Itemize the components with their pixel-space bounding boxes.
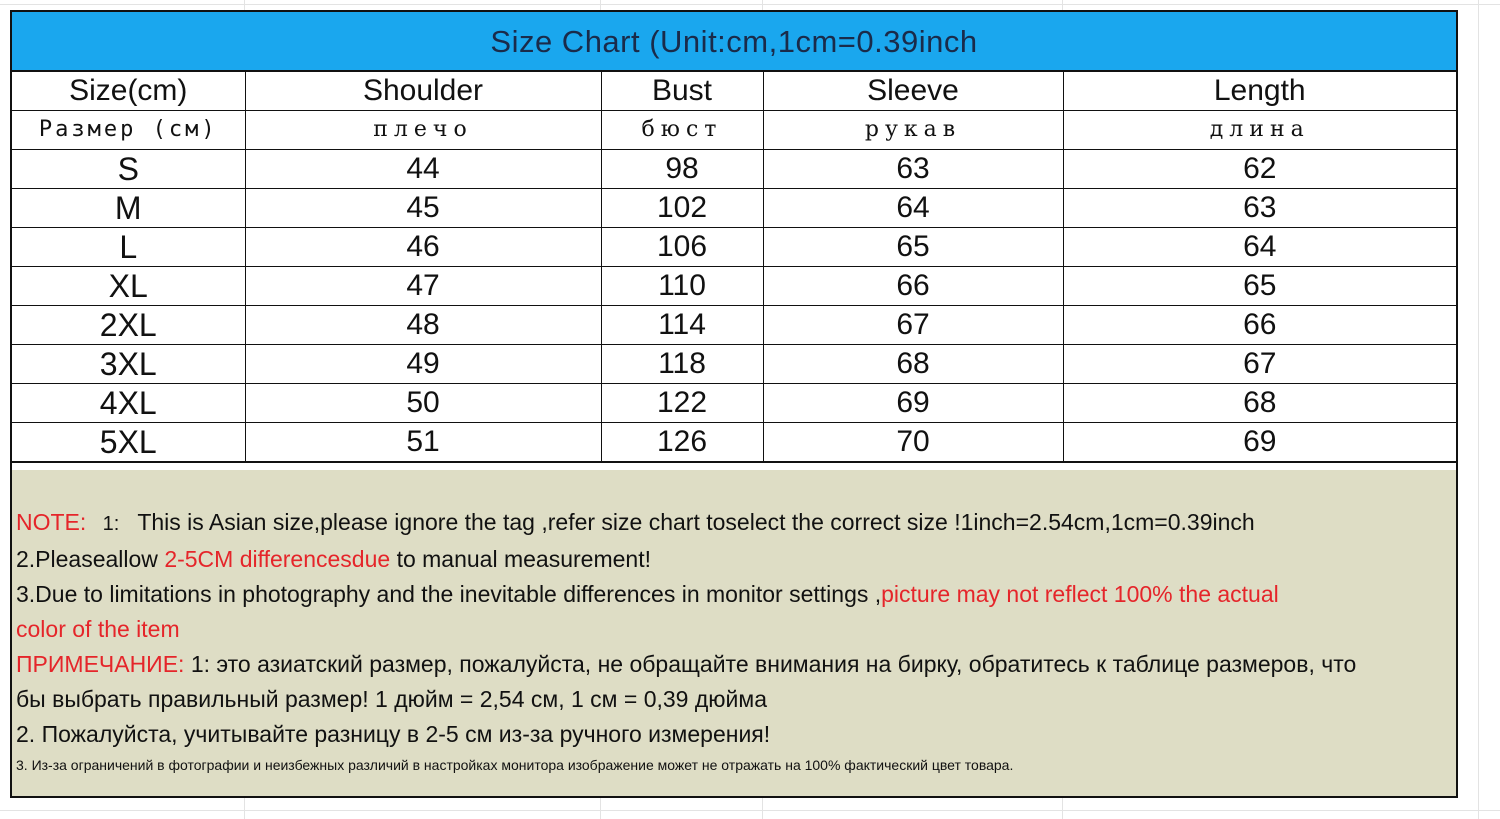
note-text: 3.Due to limitations in photography and the inevitable differences in monitor settings , [16, 581, 882, 607]
size-cell: 5XL [12, 423, 245, 463]
bust-cell: 98 [601, 150, 763, 189]
bust-cell: 114 [601, 306, 763, 345]
shoulder-cell: 48 [245, 306, 601, 345]
size-cell: XL [12, 267, 245, 306]
table-row [12, 267, 1456, 306]
table-row [12, 150, 1456, 189]
note-line-8 [16, 752, 1456, 778]
length-cell: 67 [1063, 345, 1456, 384]
chart-title: Size Chart (Unit:cm,1cm=0.39inch [12, 12, 1456, 72]
size-chart [10, 10, 1458, 798]
sleeve-cell: 64 [763, 189, 1063, 228]
note-label: NOTE: [16, 509, 87, 535]
length-cell: 66 [1063, 306, 1456, 345]
shoulder-cell: 51 [245, 423, 601, 463]
length-cell: 63 [1063, 189, 1456, 228]
shoulder-cell: 45 [245, 189, 601, 228]
table-row [12, 228, 1456, 267]
sleeve-cell: 67 [763, 306, 1063, 345]
table-row [12, 423, 1456, 463]
note-line-7 [16, 717, 1456, 752]
size-cell: 2XL [12, 306, 245, 345]
note-line-1 [16, 505, 1456, 542]
size-table [12, 72, 1456, 463]
size-cell: S [12, 150, 245, 189]
header-shoulder-ru: плечо [245, 111, 601, 150]
note-text: to manual measurement! [390, 546, 651, 572]
size-cell: M [12, 189, 245, 228]
shoulder-cell: 44 [245, 150, 601, 189]
note-line-2 [16, 542, 1456, 577]
note-highlight: picture may not reflect 100% the actual [881, 581, 1279, 607]
header-row-en [12, 72, 1456, 111]
table-row [12, 384, 1456, 423]
bust-cell: 110 [601, 267, 763, 306]
size-cell: 3XL [12, 345, 245, 384]
header-length: Length [1063, 72, 1456, 111]
bust-cell: 106 [601, 228, 763, 267]
header-sleeve: Sleeve [763, 72, 1063, 111]
sleeve-cell: 63 [763, 150, 1063, 189]
bust-cell: 126 [601, 423, 763, 463]
header-size-ru: Размер (см) [12, 111, 245, 150]
bust-cell: 118 [601, 345, 763, 384]
header-bust: Bust [601, 72, 763, 111]
note-number: 1: [102, 513, 120, 535]
note-label-ru: ПРИМЕЧАНИЕ: [16, 651, 185, 677]
shoulder-cell: 50 [245, 384, 601, 423]
note-text: 2.Pleaseallow [16, 546, 165, 572]
note-line-3 [16, 577, 1456, 612]
sleeve-cell: 68 [763, 345, 1063, 384]
bust-cell: 122 [601, 384, 763, 423]
note-highlight: color of the item [16, 616, 180, 642]
header-sleeve-ru: рукав [763, 111, 1063, 150]
note-text: 2. Пожалуйста, учитывайте разницу в 2-5 см из-за ручного измерения! [16, 721, 771, 747]
header-shoulder: Shoulder [245, 72, 601, 111]
shoulder-cell: 49 [245, 345, 601, 384]
sleeve-cell: 70 [763, 423, 1063, 463]
bust-cell: 102 [601, 189, 763, 228]
header-length-ru: длина [1063, 111, 1456, 150]
size-cell: 4XL [12, 384, 245, 423]
note-text: бы выбрать правильный размер! 1 дюйм = 2,54 см, 1 см = 0,39 дюйма [16, 686, 767, 712]
note-highlight: 2-5CM differencesdue [164, 546, 391, 572]
length-cell: 64 [1063, 228, 1456, 267]
length-cell: 65 [1063, 267, 1456, 306]
header-bust-ru: бюст [601, 111, 763, 150]
note-text: This is Asian size,please ignore the tag ,refer size chart toselect the correct size !1inch=2.54cm,1cm=0.39inch [137, 509, 1255, 535]
sleeve-cell: 66 [763, 267, 1063, 306]
table-row [12, 306, 1456, 345]
shoulder-cell: 46 [245, 228, 601, 267]
note-text: 1: это азиатский размер, пожалуйста, не обращайте внимания на бирку, обратитесь к таблице размеров, что [184, 651, 1357, 677]
header-size: Size(cm) [12, 72, 245, 111]
header-row-ru [12, 111, 1456, 150]
size-cell: L [12, 228, 245, 267]
note-line-6 [16, 682, 1456, 717]
note-line-5 [16, 647, 1456, 682]
shoulder-cell: 47 [245, 267, 601, 306]
sleeve-cell: 69 [763, 384, 1063, 423]
length-cell: 69 [1063, 423, 1456, 463]
length-cell: 68 [1063, 384, 1456, 423]
note-line-4 [16, 612, 1456, 647]
sleeve-cell: 65 [763, 228, 1063, 267]
note-text: 3. Из-за ограничений в фотографии и неизбежных различий в настройках монитора изображение может не отражать на 100% фактический цвет товара. [16, 757, 1014, 773]
length-cell: 62 [1063, 150, 1456, 189]
table-row [12, 189, 1456, 228]
table-row [12, 345, 1456, 384]
notes-panel [12, 470, 1456, 796]
